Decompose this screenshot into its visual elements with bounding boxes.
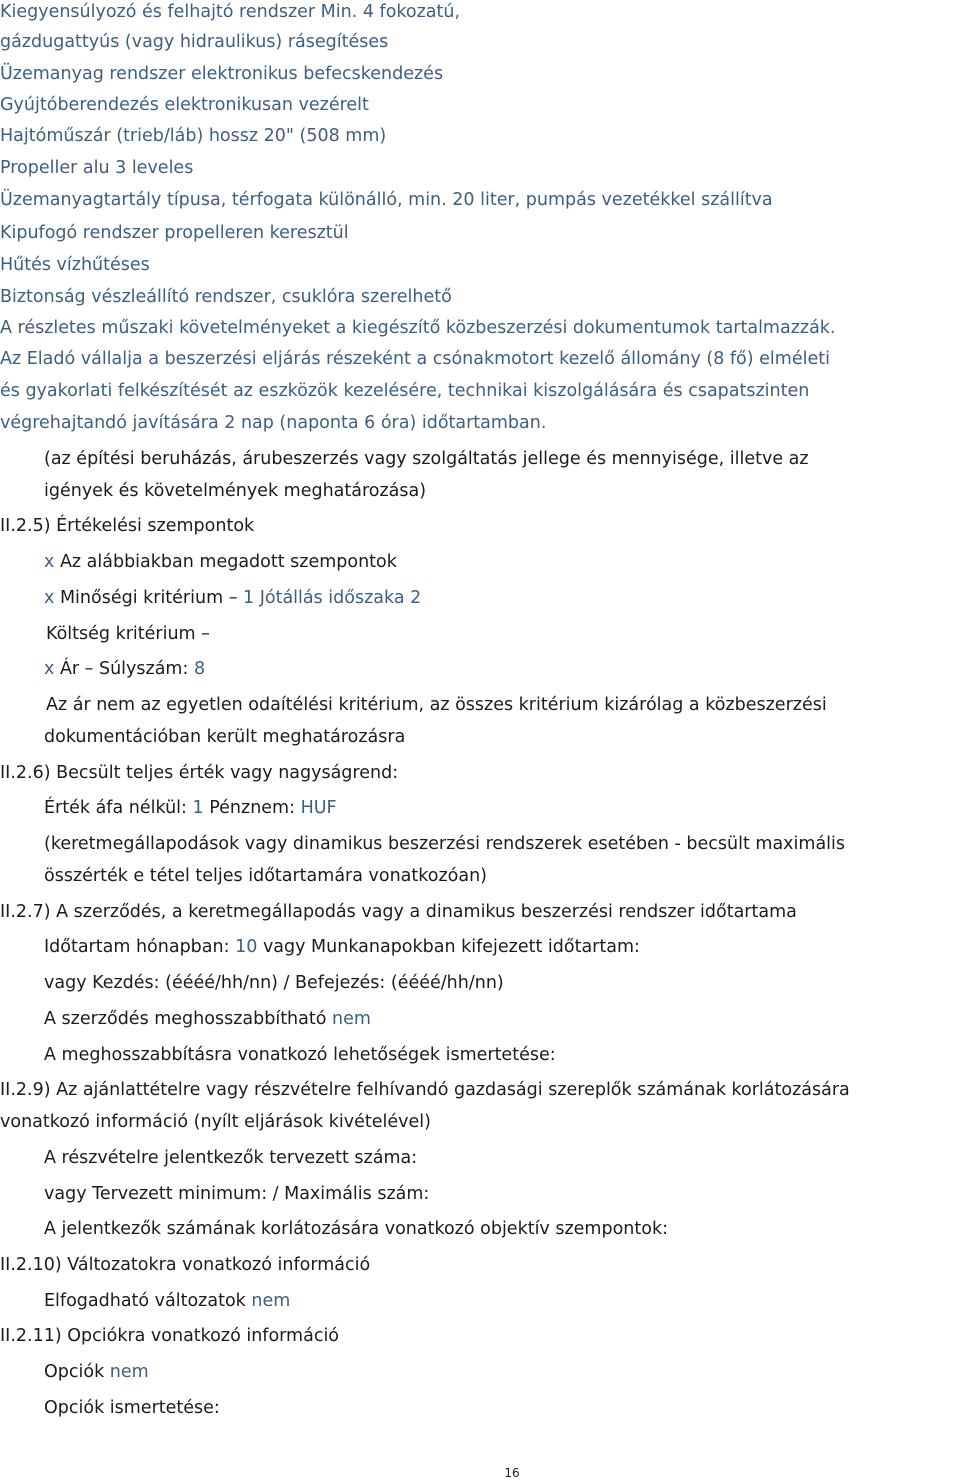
spec-line: Propeller alu 3 leveles bbox=[0, 158, 194, 178]
extension-description: A meghosszabbításra vonatkozó lehetőségek ismertetése: bbox=[44, 1045, 556, 1065]
value-note: összérték e tétel teljes időtartamára vonatkozóan) bbox=[44, 866, 488, 886]
quality-criterion bbox=[44, 586, 421, 610]
candidates-planned: A részvételre jelentkezők tervezett száma: bbox=[44, 1148, 418, 1168]
checked-mark: x bbox=[44, 588, 55, 608]
options-value: nem bbox=[109, 1362, 149, 1382]
section-heading-2-2-9: II.2.9) Az ajánlattételre vagy részvételre felhívandó gazdasági szereplők számának korlátozására bbox=[0, 1080, 850, 1100]
value-amount: 1 bbox=[192, 798, 204, 818]
options-label: Opciók bbox=[44, 1362, 105, 1382]
spec-line: és gyakorlati felkészítését az eszközök kezelésére, technikai kiszolgálására és csapatszinten bbox=[0, 381, 810, 401]
workdays-label: vagy Munkanapokban kifejezett időtartam: bbox=[262, 937, 640, 957]
months-label: Időtartam hónapban: bbox=[44, 937, 230, 957]
criteria-label: Az alábbiakban megadott szempontok bbox=[59, 552, 397, 572]
criteria-line bbox=[44, 550, 397, 574]
spec-line: Üzemanyag rendszer elektronikus befecskendezés bbox=[0, 64, 444, 84]
checked-mark: x bbox=[44, 659, 55, 679]
spec-line: végrehajtandó javítására 2 nap (naponta 6 óra) időtartamban. bbox=[0, 413, 547, 433]
award-note: Az ár nem az egyetlen odaítélési kritérium, az összes kritérium kizárólag a közbeszerzési bbox=[46, 695, 827, 715]
price-criterion bbox=[44, 657, 205, 681]
section-heading-2-2-11: II.2.11) Opciókra vonatkozó információ bbox=[0, 1326, 340, 1346]
spec-line: A részletes műszaki követelményeket a kiegészítő közbeszerzési dokumentumok tartalmazzák. bbox=[0, 318, 836, 338]
estimated-value bbox=[44, 796, 337, 820]
options-description: Opciók ismertetése: bbox=[44, 1398, 220, 1418]
spec-line: Hűtés vízhűtéses bbox=[0, 255, 150, 275]
spec-line: Kiegyensúlyozó és felhajtó rendszer Min. 4 fokozatú, bbox=[0, 2, 461, 22]
extension-line bbox=[44, 1007, 371, 1031]
scope-note: igények és követelmények meghatározása) bbox=[44, 481, 427, 501]
spec-line: Gyújtóberendezés elektronikusan vezérelt bbox=[0, 95, 369, 115]
dates-line: vagy Kezdés: (éééé/hh/nn) / Befejezés: (éééé/hh/nn) bbox=[44, 973, 504, 993]
spec-line: gázdugattyús (vagy hidraulikus) rásegítéses bbox=[0, 32, 389, 52]
currency-value: HUF bbox=[300, 798, 337, 818]
value-label: Érték áfa nélkül: bbox=[44, 798, 187, 818]
spec-line: Kipufogó rendszer propelleren keresztül bbox=[0, 223, 349, 243]
price-criterion-label: Ár – Súlyszám: bbox=[59, 659, 189, 679]
section-heading-2-2-7: II.2.7) A szerződés, a keretmegállapodás vagy a dinamikus beszerzési rendszer időtartama bbox=[0, 902, 797, 922]
quality-criterion-value: 1 Jótállás időszaka 2 bbox=[243, 588, 422, 608]
currency-label: Pénznem: bbox=[209, 798, 295, 818]
section-heading-2-2-9-cont: vonatkozó információ (nyílt eljárások kivételével) bbox=[0, 1112, 431, 1132]
variants-label: Elfogadható változatok bbox=[44, 1291, 246, 1311]
checked-mark: x bbox=[44, 552, 55, 572]
spec-line: Üzemanyagtartály típusa, térfogata különálló, min. 20 liter, pumpás vezetékkel szállítva bbox=[0, 190, 773, 210]
months-value: 10 bbox=[235, 937, 258, 957]
price-criterion-value: 8 bbox=[193, 659, 206, 679]
value-note: (keretmegállapodások vagy dinamikus beszerzési rendszerek esetében - becsült maximális bbox=[44, 834, 846, 854]
extension-label: A szerződés meghosszabbítható bbox=[44, 1009, 327, 1029]
award-note: dokumentációban került meghatározásra bbox=[44, 727, 406, 747]
candidates-min-max: vagy Tervezett minimum: / Maximális szám: bbox=[44, 1184, 430, 1204]
variants-value: nem bbox=[251, 1291, 291, 1311]
spec-line: Az Eladó vállalja a beszerzési eljárás részeként a csónakmotort kezelő állomány (8 fő) elméleti bbox=[0, 349, 830, 369]
page-number: 16 bbox=[504, 1466, 520, 1480]
section-heading-2-2-10: II.2.10) Változatokra vonatkozó információ bbox=[0, 1255, 371, 1275]
scope-note: (az építési beruházás, árubeszerzés vagy szolgáltatás jellege és mennyisége, illetve az bbox=[44, 449, 809, 469]
options-line bbox=[44, 1360, 149, 1384]
section-heading-2-2-5: II.2.5) Értékelési szempontok bbox=[0, 516, 255, 536]
extension-value: nem bbox=[332, 1009, 371, 1029]
duration-line bbox=[44, 935, 640, 959]
cost-criterion: Költség kritérium – bbox=[46, 624, 210, 644]
quality-criterion-label: Minőségi kritérium – bbox=[59, 588, 238, 608]
spec-line: Hajtóműszár (trieb/láb) hossz 20" (508 mm) bbox=[0, 126, 387, 146]
candidates-criteria: A jelentkezők számának korlátozására vonatkozó objektív szempontok: bbox=[44, 1219, 668, 1239]
variants-line bbox=[44, 1289, 290, 1313]
section-heading-2-2-6: II.2.6) Becsült teljes érték vagy nagyságrend: bbox=[0, 763, 399, 783]
spec-line: Biztonság vészleállító rendszer, csuklóra szerelhető bbox=[0, 287, 452, 307]
